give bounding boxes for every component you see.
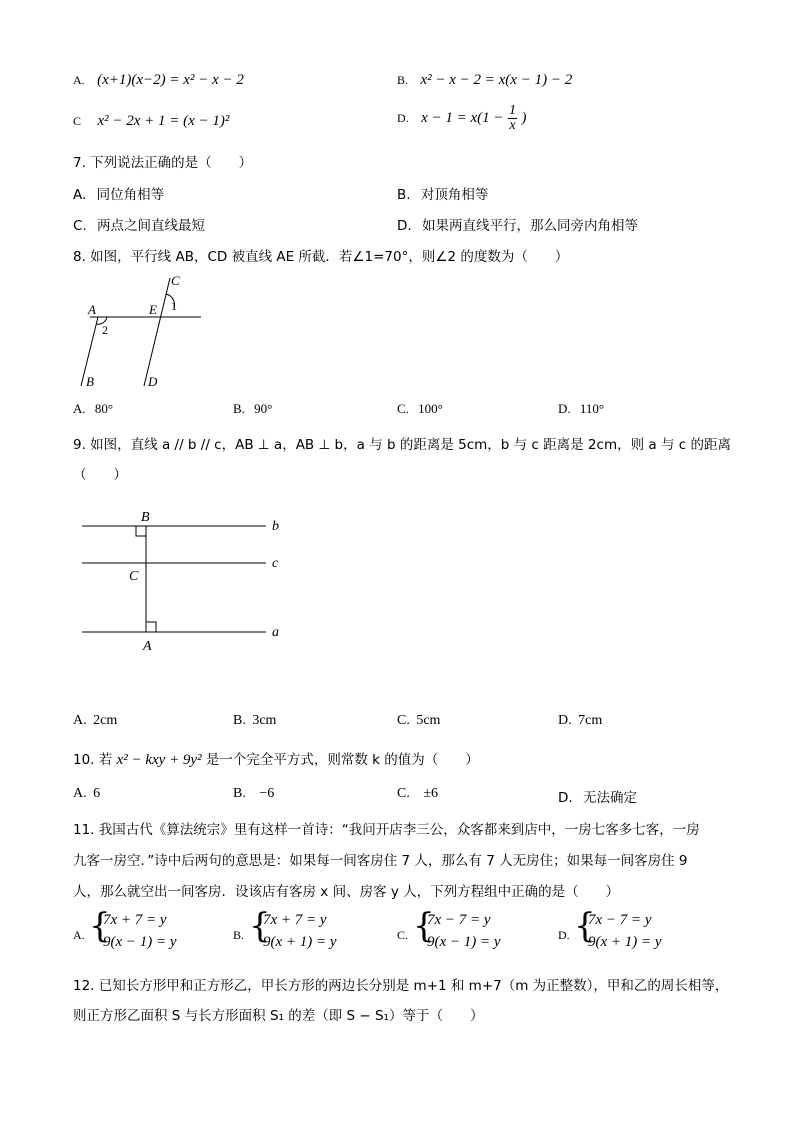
option-expression-left: x − 1 = x(1 −	[421, 110, 504, 126]
option-label: B.	[397, 187, 411, 203]
q7-option-b[interactable]	[397, 183, 488, 203]
option-label: A.	[73, 187, 87, 203]
option-label: D.	[558, 713, 572, 728]
q8-option-d[interactable]	[558, 401, 604, 417]
label-a-point: A	[143, 639, 152, 654]
option-text: 6	[93, 786, 101, 801]
label-b: B	[86, 374, 94, 389]
option-text: 2cm	[93, 713, 118, 728]
q7-option-a[interactable]	[73, 183, 164, 203]
q11-option-d[interactable]	[558, 906, 708, 958]
option-label: C.	[397, 401, 409, 416]
q10-option-c[interactable]	[397, 786, 438, 802]
q10-stem-suffix: 是一个完全平方式，则常数 k 的值为（ ）	[205, 752, 479, 768]
option-label: C.	[397, 713, 410, 728]
q9-figure	[76, 506, 290, 656]
label-b-point: B	[141, 510, 150, 525]
q11-stem-line1: 11. 我国古代《算法统宗》里有这样一首诗：“我问开店李三公，众客都来到店中，一房七客多七客，一房	[73, 822, 700, 838]
option-text: 100°	[418, 401, 443, 416]
q6-option-d[interactable]	[397, 104, 526, 133]
q11-option-b[interactable]	[233, 906, 383, 958]
option-label: D.	[558, 401, 571, 416]
equation-1: 7x + 7 = y	[103, 912, 167, 928]
option-label: C.	[397, 928, 409, 942]
option-expression-right: )	[521, 110, 527, 126]
label-1: 1	[171, 299, 177, 313]
right-angle-b	[136, 526, 146, 536]
option-label: C.	[397, 786, 410, 801]
equation-1: 7x + 7 = y	[263, 912, 327, 928]
option-label: B.	[397, 73, 409, 87]
q6-option-b[interactable]	[397, 72, 572, 89]
q9-option-d[interactable]	[558, 713, 602, 729]
option-text: 5cm	[416, 713, 441, 728]
option-label: B.	[233, 786, 246, 801]
fraction	[508, 104, 517, 133]
equation-2: 9(x + 1) = y	[263, 934, 337, 950]
q6-option-c[interactable]	[73, 113, 229, 130]
option-text: ±6	[423, 786, 439, 801]
option-text: 同位角相等	[96, 187, 165, 203]
option-label: A.	[73, 928, 85, 942]
option-label: D.	[397, 218, 412, 234]
option-text: 如果两直线平行，那么同旁内角相等	[421, 218, 638, 234]
option-text: 90°	[254, 401, 273, 416]
label-d: D	[148, 374, 158, 389]
option-label: B.	[233, 401, 245, 416]
label-b-line: b	[272, 519, 279, 534]
option-label: D.	[558, 790, 573, 806]
equation-2: 9(x − 1) = y	[103, 934, 177, 950]
q10-option-a[interactable]	[73, 786, 100, 802]
q7-option-c[interactable]	[73, 214, 205, 234]
brace-icon: {	[574, 906, 596, 946]
q6-option-a[interactable]	[73, 72, 244, 89]
option-label: C	[73, 114, 82, 128]
option-label: A.	[73, 73, 85, 87]
q8-option-a[interactable]	[73, 401, 113, 417]
brace-icon: {	[413, 906, 435, 946]
q9-stem-line2: （ ）	[73, 467, 127, 483]
option-text: 7cm	[578, 713, 603, 728]
q9-option-a[interactable]	[73, 713, 117, 729]
fraction-denominator: x	[509, 118, 516, 133]
q10-stem-prefix: 10. 若	[73, 752, 113, 768]
label-e: E	[149, 302, 157, 317]
option-label: A.	[73, 401, 86, 416]
q9-option-c[interactable]	[397, 713, 440, 729]
label-c-point: C	[129, 569, 139, 584]
equation-1: 7x − 7 = y	[588, 912, 652, 928]
option-label: C.	[73, 218, 87, 234]
q10-expression: x² − kxy + 9y²	[116, 752, 202, 768]
option-label: B.	[233, 928, 245, 942]
option-text: 对顶角相等	[420, 187, 489, 203]
option-text: 3cm	[252, 713, 277, 728]
label-c: C	[171, 273, 180, 288]
option-label: D.	[397, 111, 409, 125]
q11-option-c[interactable]	[397, 906, 547, 958]
q8-option-c[interactable]	[397, 401, 443, 417]
option-text: −6	[259, 786, 275, 801]
q8-option-b[interactable]	[233, 401, 272, 417]
label-2: 2	[102, 323, 108, 337]
option-text: 110°	[579, 401, 605, 416]
label-a-line: a	[272, 625, 279, 640]
q11-option-a[interactable]	[73, 906, 223, 958]
label-a: A	[88, 302, 96, 317]
brace-icon: {	[249, 906, 271, 946]
option-expression: (x+1)(x−2) = x² − x − 2	[97, 72, 244, 88]
q10-stem	[73, 748, 479, 769]
option-text: 无法确定	[582, 790, 637, 806]
q7-stem: 7. 下列说法正确的是（ ）	[73, 155, 253, 171]
equation-2: 9(x + 1) = y	[588, 934, 662, 950]
q8-stem: 8. 如图，平行线 AB，CD 被直线 AE 所截．若∠1=70°，则∠2 的度数为（ ）	[73, 249, 569, 265]
option-label: A.	[73, 786, 87, 801]
q11-stem-line3: 人，那么就空出一间客房．设该店有客房 x 间、房客 y 人，下列方程组中正确的是（ ）	[73, 884, 620, 900]
option-expression: x² − x − 2 = x(x − 1) − 2	[420, 72, 573, 88]
q9-option-b[interactable]	[233, 713, 276, 729]
option-label: D.	[558, 928, 570, 942]
option-text: 80°	[94, 401, 114, 416]
q12-stem-line1: 12. 已知长方形甲和正方形乙，甲长方形的两边长分别是 m+1 和 m+7（m 为正整数），甲和乙的周长相等，	[73, 978, 729, 994]
q7-option-d[interactable]	[397, 214, 638, 234]
equation-1: 7x − 7 = y	[427, 912, 491, 928]
q10-option-d[interactable]	[558, 786, 637, 806]
q11-stem-line2: 九客一房空．”诗中后两句的意思是：如果每一间客房住 7 人，那么有 7 人无房住；如果每一间客房住 9	[73, 853, 688, 869]
q9-stem-line1: 9. 如图，直线 a // b // c，AB ⊥ a，AB ⊥ b，a 与 b 的距离是 5cm，b 与 c 距离是 2cm，则 a 与 c 的距离	[73, 437, 731, 453]
option-label: A.	[73, 713, 87, 728]
option-expression: x² − 2x + 1 = (x − 1)²	[97, 113, 230, 129]
option-label: B.	[233, 713, 246, 728]
fraction-numerator: 1	[509, 103, 517, 118]
q12-stem-line2: 则正方形乙面积 S 与长方形面积 S₁ 的差（即 S − S₁）等于（ ）	[73, 1008, 484, 1024]
q8-figure	[70, 268, 220, 392]
q10-option-b[interactable]	[233, 786, 274, 802]
brace-icon: {	[89, 906, 111, 946]
option-text: 两点之间直线最短	[97, 218, 206, 234]
label-c-line: c	[272, 556, 279, 571]
equation-2: 9(x − 1) = y	[427, 934, 501, 950]
right-angle-a	[146, 622, 156, 632]
